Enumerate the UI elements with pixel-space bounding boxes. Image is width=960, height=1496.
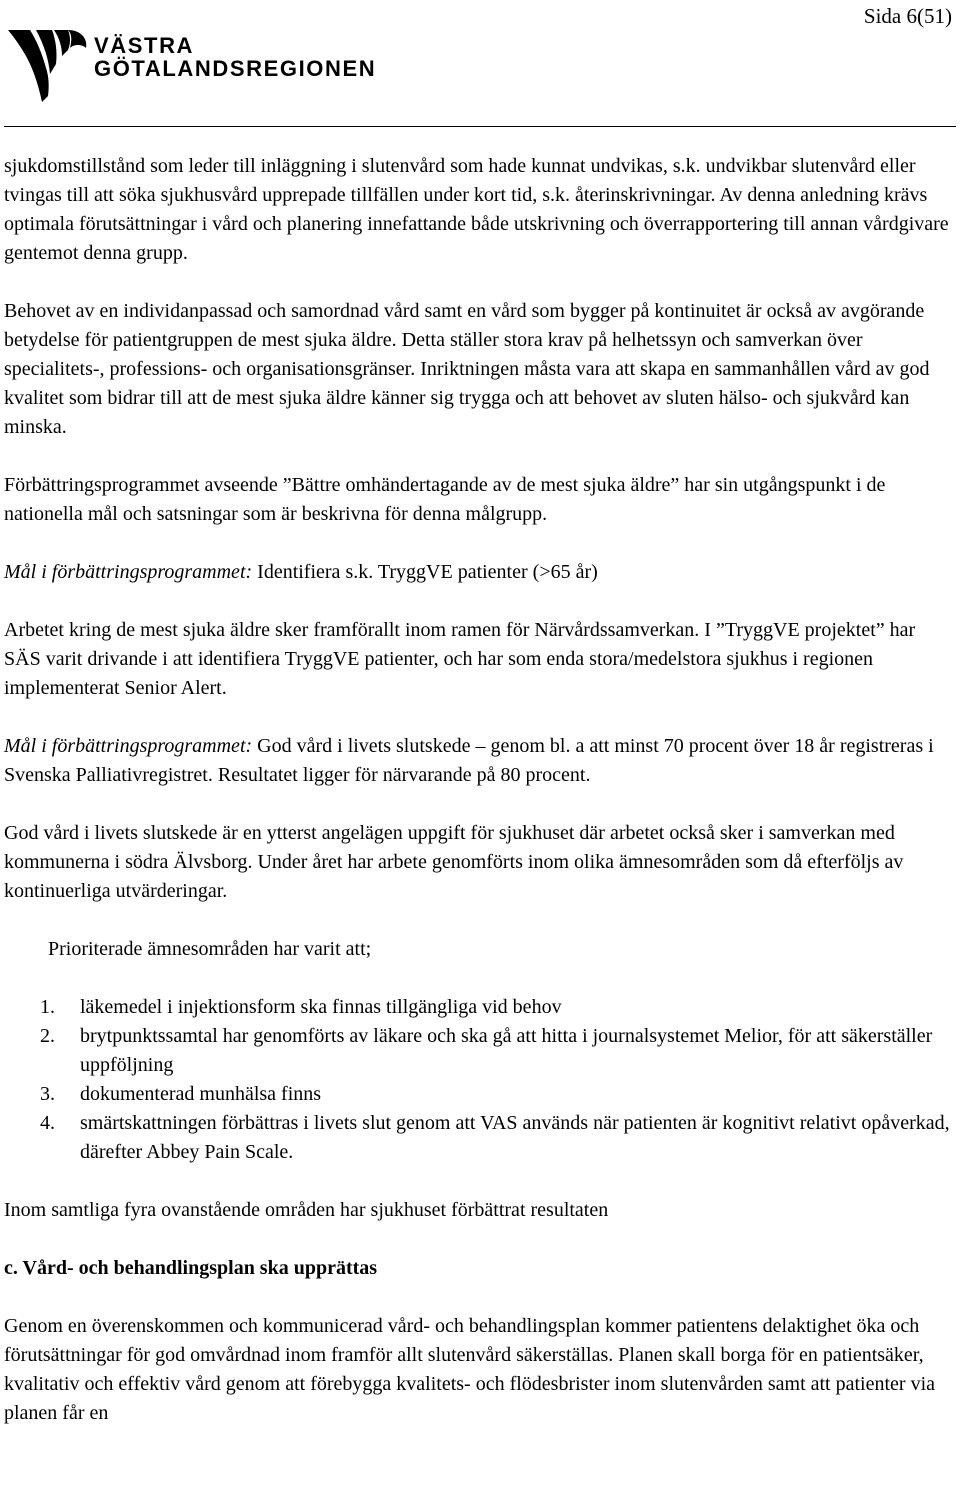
- goal-2-text: God vård i livets slutskede – genom bl. a att minst 70 procent över 18 år registreras i Svenska Palliativregistret. Resultatet ligger för närvarande på 80 procent.: [4, 735, 934, 786]
- goal-1-label: Mål i förbättringsprogrammet:: [4, 561, 253, 583]
- region-emblem-icon: [6, 24, 90, 106]
- section-heading: c. Vård- och behandlingsplan ska upprättas: [4, 1257, 378, 1279]
- paragraph-4: Arbetet kring de mest sjuka äldre sker framförallt inom ramen för Närvårdssamverkan. I ”TryggVE projektet” har SÄS varit drivande i att identifiera TryggVE patienter, och har som enda stora/medelstora sjukhus i regionen implementerat Senior Alert.: [4, 619, 916, 699]
- list-item-number: 1.: [40, 996, 55, 1018]
- list-item-number: 3.: [40, 1083, 55, 1105]
- goal-2-label: Mål i förbättringsprogrammet:: [4, 735, 253, 757]
- list-item-number: 2.: [40, 1025, 55, 1047]
- paragraph-1: sjukdomstillstånd som leder till inläggning i slutenvård som hade kunnat undvikas, s.k. undvikbar slutenvård eller tvingas till att söka sjukhusvård upprepade tillfällen under kort tid, s.k. återinskrivningar. Av denna anledning krävs optimala förutsättningar i vård och planering innefattande både utskrivning och överrapportering till annan vårdgivare gentemot denna grupp.: [4, 155, 949, 264]
- goal-1-text: Identifiera s.k. TryggVE patienter (>65 år): [252, 561, 598, 583]
- paragraph-3: Förbättringsprogrammet avseende ”Bättre omhändertagande av de mest sjuka äldre” har sin utgångspunkt i de nationella mål och satsningar som är beskrivna för denna målgrupp.: [4, 474, 886, 525]
- paragraph-7: Genom en överenskommen och kommunicerad vård- och behandlingsplan kommer patientens delaktighet öka och förutsättningar för god omvårdnad inom framför allt slutenvård säkerställas. Planen skall borga för en patientsäker, kvalitativ och effektiv vård genom att förebygga kvalitets- och flödesbrister inom slutenvården samt att patienter via planen får en: [4, 1315, 936, 1424]
- list-item-text: smärtskattningen förbättras i livets slut genom att VAS används när patienten är kognitivt relativt opåverkad, därefter Abbey Pain Scale.: [80, 1112, 950, 1163]
- list-item: [4, 1109, 956, 1167]
- logo-line-2: GÖTALANDSREGIONEN: [94, 56, 377, 81]
- list-item: [4, 1080, 956, 1109]
- list-item-text: läkemedel i injektionsform ska finnas tillgängliga vid behov: [80, 996, 562, 1018]
- logo-line-1: VÄSTRA: [94, 33, 195, 58]
- document-body: [4, 152, 956, 1457]
- list-intro: Prioriterade ämnesområden har varit att;: [48, 938, 372, 960]
- paragraph-6: Inom samtliga fyra ovanstående områden har sjukhuset förbättrat resultaten: [4, 1199, 609, 1221]
- list-item: [4, 1022, 956, 1080]
- logo-wordmark: [94, 34, 376, 80]
- page-number: Sida 6(51): [863, 4, 952, 28]
- list-item-text: dokumenterad munhälsa finns: [80, 1083, 322, 1105]
- paragraph-5: God vård i livets slutskede är en ytterst angelägen uppgift för sjukhuset där arbetet också sker i samverkan med kommunerna i södra Älvsborg. Under året har arbete genomförts inom olika ämnesområden som då efterföljs av kontinuerliga utvärderingar.: [4, 822, 904, 902]
- header-divider: [4, 126, 956, 127]
- priority-list: [4, 993, 956, 1167]
- list-item-number: 4.: [40, 1112, 55, 1134]
- goal-1: [4, 558, 956, 587]
- paragraph-2: Behovet av en individanpassad och samordnad vård samt en vård som bygger på kontinuitet är också av avgörande betydelse för patientgruppen de mest sjuka äldre. Detta ställer stora krav på helhetssyn och samverkan över specialitets-, professions- och organisationsgränser. Inriktningen måsta vara att skapa en sammanhållen vård av god kvalitet som bidrar till att de mest sjuka äldre känner sig trygga och att behovet av sluten hälso- och sjukvård kan minska.: [4, 300, 930, 438]
- goal-2: [4, 732, 956, 790]
- list-item-text: brytpunktssamtal har genomförts av läkare och ska gå att hitta i journalsystemet Melior, för att säkerställer uppföljning: [80, 1025, 933, 1076]
- list-item: [4, 993, 956, 1022]
- region-logo: [6, 24, 386, 106]
